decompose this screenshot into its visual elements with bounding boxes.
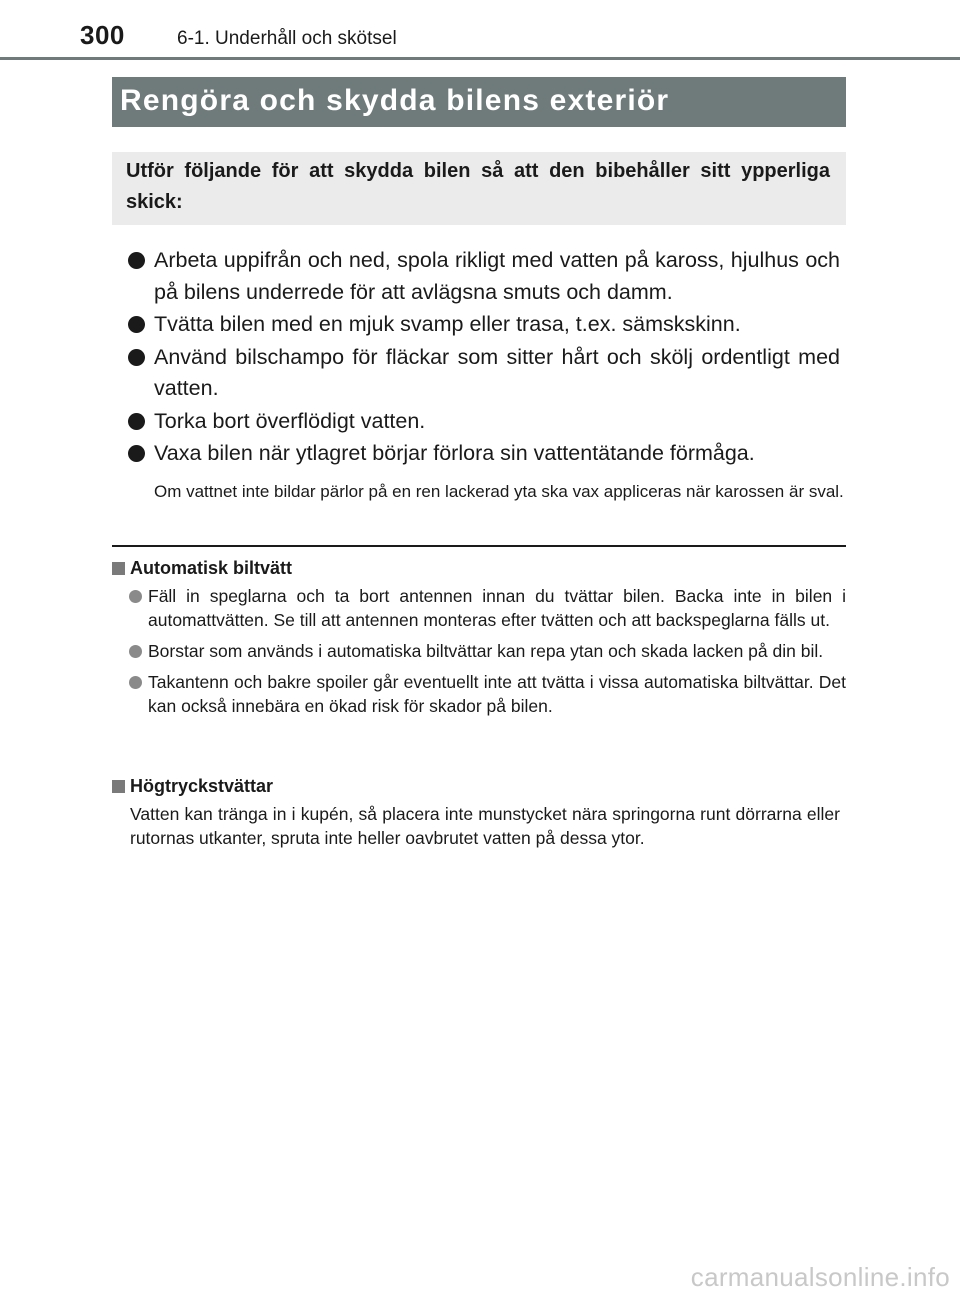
section-divider <box>112 545 846 547</box>
bullet-icon <box>129 676 142 689</box>
page-header <box>0 0 960 60</box>
page-number: 300 <box>80 20 125 50</box>
list-item <box>129 584 846 632</box>
step-text: Använd bilschampo för fläckar som sitter hårt och skölj ordentligt med vatten. <box>154 344 840 400</box>
automatic-wash-heading-text: Automatisk biltvätt <box>130 558 293 578</box>
intro-text: Utför följande för att skydda bilen så att den bibehåller sitt ypperliga skick: <box>126 160 830 213</box>
list-item <box>128 438 840 470</box>
bullet-icon <box>128 316 145 333</box>
bullet-icon <box>128 445 145 462</box>
bullet-icon <box>128 349 145 366</box>
list-item <box>129 639 846 663</box>
square-bullet-icon <box>112 562 125 575</box>
square-bullet-icon <box>112 780 125 793</box>
page-title: Rengöra och skydda bilens exteriör <box>120 84 670 117</box>
step-text: Arbeta uppifrån och ned, spola rikligt med vatten på kaross, hjulhus och på bilens underrede för att avlägsna smuts och damm. <box>154 248 840 304</box>
intro-box <box>112 152 846 225</box>
item-text: Takantenn och bakre spoiler går eventuellt inte att tvätta i vissa automatiska biltvättar. Det kan också innebära en ökad risk för skador på bilen. <box>148 672 846 716</box>
item-text: Borstar som används i automatiska biltvättar kan repa ytan och skada lacken på din bil. <box>148 641 824 661</box>
watermark: carmanualsonline.info <box>690 1262 950 1292</box>
list-item <box>128 342 840 405</box>
section-label: 6-1. Underhåll och skötsel <box>177 28 397 49</box>
bullet-icon <box>128 413 145 430</box>
list-item <box>128 245 840 308</box>
steps-list <box>128 245 840 471</box>
step-text: Tvätta bilen med en mjuk svamp eller trasa, t.ex. sämskskinn. <box>154 312 741 336</box>
bullet-icon <box>129 590 142 603</box>
high-pressure-heading <box>112 774 273 798</box>
wax-note: Om vattnet inte bildar pärlor på en ren lackerad yta ska vax appliceras när karossen är sval. <box>154 482 844 501</box>
list-item <box>129 670 846 718</box>
step-text: Torka bort överflödigt vatten. <box>154 408 426 433</box>
automatic-wash-heading <box>112 556 292 580</box>
high-pressure-text: Vatten kan tränga in i kupén, så placera inte munstycket nära springorna runt dörrarna eller rutornas utkanter, spruta inte heller oavbrutet vatten på dessa ytor. <box>130 804 840 848</box>
step-text: Vaxa bilen när ytlagret börjar förlora sin vattentätande förmåga. <box>154 441 755 465</box>
automatic-wash-list <box>129 584 846 725</box>
item-text: Fäll in speglarna och ta bort antennen innan du tvättar bilen. Backa inte in bilen i automattvätten. Se till att antennen monteras efter tvätten och att backspeglarna fälls ut. <box>148 586 846 630</box>
bullet-icon <box>128 252 145 269</box>
list-item <box>128 309 840 341</box>
high-pressure-heading-text: Högtryckstvättar <box>130 776 274 796</box>
title-bar <box>112 77 846 127</box>
bullet-icon <box>129 645 142 658</box>
list-item <box>128 406 840 438</box>
header-rule <box>0 57 960 60</box>
